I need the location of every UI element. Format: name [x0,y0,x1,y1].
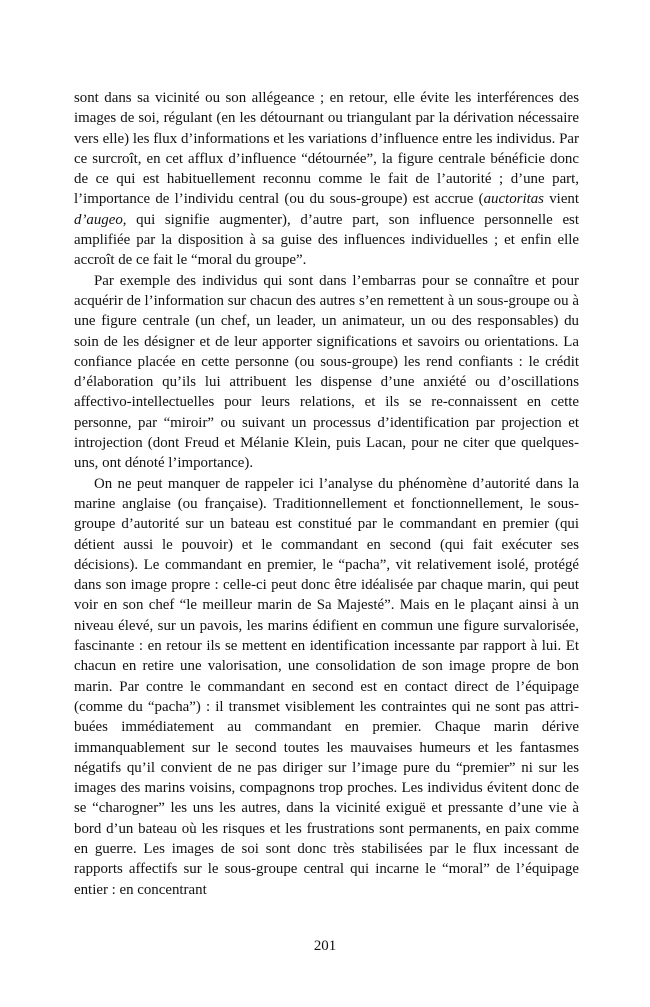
paragraph-1-run-3: vient [543,191,580,208]
paragraph-1-run-5: , qui signifie augmenter), d’autre part, son influence personnelle est amplifiée par la disposition à sa guise des influences individuelles ; et enfin elle accroît de ce fait le “moral du groupe”. [74,211,579,269]
paragraph-2-text: Par exemple des individus qui sont dans l’embarras pour se connaître et pour acquérir de l’information sur chacun des autres s’en remettent à un sous-groupe ou à une figure centrale (un chef, un leader, un animateur, un ou des responsables) du soin de les désigner et de leur apporter significations et savoirs ou orientations. La confiance placée en cette personne (ou sous-groupe) les rend confiants : le crédit d’élaboration qu’ils lui attribuent les dispense d’une anxiété ou d’oscillations affectivo-intellectuelles pour leurs relations, et ils se re-connaissent en cette personne, par “miroir” ou suivant un processus d’identification par projection et introjection (dont Freud et Mélanie Klein, puis Lacan, pour ne citer que quelques-uns, ont dénoté l’importance). [74,272,579,472]
paragraph-3-text: On ne peut manquer de rappeler ici l’analyse du phénomène d’autorité dans la marine anglaise (ou française). Traditionnellement et fonctionnellement, le sous-groupe d’autorité sur un bateau est constitué par le commandant en premier (qui détient aussi le pouvoir) et le commandant en second (qui fait exécuter ses décisions). Le commandant en premier, le “pacha”, vit relativement isolé, protégé dans son image propre : celle-ci peut donc être idéalisée par chaque marin, qui peut voir en son chef “le meilleur marin de Sa Majesté”. Mais en le plaçant ainsi à un niveau élevé, sur un pavois, les marins édifient en commun une figure survalorisée, fascinante : en retour ils se mettent en identification incessante par rapport à lui. Et chacun en retire une valorisation, une consolidation de son image propre de bon marin. Par contre le commandant en second est en contact direct de l’équipage (comme du “pacha”) : il transmet visiblement les contraintes qui ne sont pas attribuées immédiatement au commandant en premier. Chaque marin dérive immanquablement sur le second toutes les mauvaises humeurs et les fantasmes négatifs qu’il convient de ne pas diriger sur l’image pure du “premier” ni sur les images des marins voisins, compagnons trop proches. Les individus évitent donc de se “charogner” les uns les autres, dans la vicinité exiguë et pressante d’une vie à bord d’un bateau où les risques et les frustrations sont permanents, en paix comme en guerre. Les images de soi sont donc très stabilisées par le flux incessant de rapports affectifs sur le sous-groupe central qui incarne le “moral” de l’équipage entier : en concentrant [74,475,579,898]
page-number: 201 [313,938,337,954]
paragraph-1 [74,88,579,271]
paragraph-1-italic-augeo: d’augeo [74,211,123,228]
paragraph-2 [74,271,579,474]
paragraph-3 [74,474,579,900]
page-body [74,88,579,900]
paragraph-1-italic-auctoritas: auctoritas [483,191,544,208]
paragraph-1-run-1: sont dans sa vicinité ou son allégeance ; en retour, elle évite les interférences des images de soi, régulant (en les détournant ou triangulant par la dérivation nécessaire vers elle) les flux d’informations et les variations d’influence entre les individus. Par ce surcroît, en cet afflux d’influence “détournée”, la figure centrale bénéficie donc de ce qui est habituellement reconnu comme le fait de l’autorité ; d’une part, l’importance de l’individu central (ou du sous-groupe) est accrue ( [74,90,579,208]
